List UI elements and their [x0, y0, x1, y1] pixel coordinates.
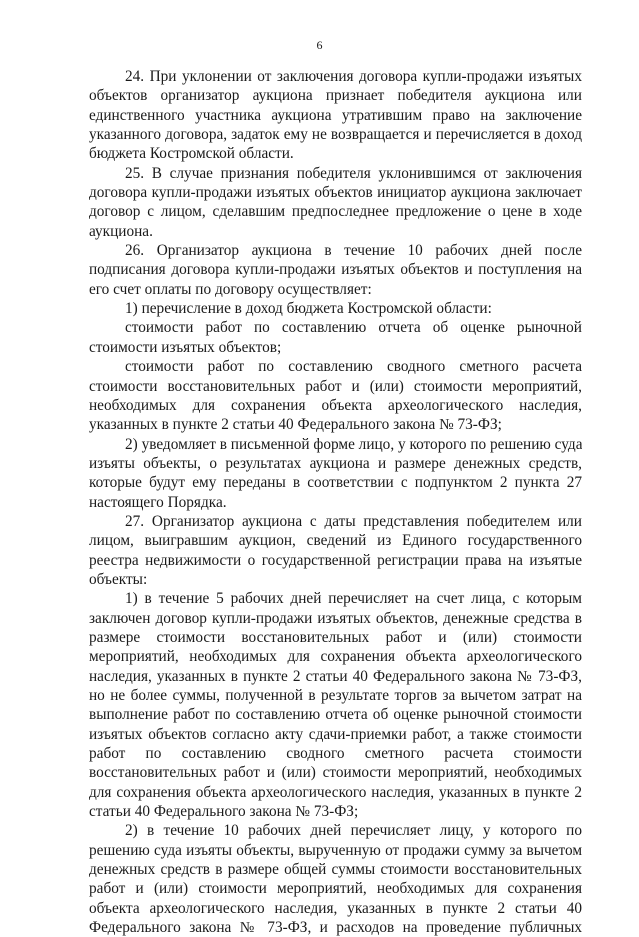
document-body — [89, 67, 582, 937]
text-line: выполнение работ по составлению отчета об оценке рыночной стоимости — [89, 706, 582, 724]
text-line: но не более суммы, полученной в результате торгов за вычетом затрат на — [89, 687, 582, 704]
text-line: работ по составлению сводного сметного расчета стоимости — [89, 745, 582, 763]
text-line: статьи 40 Федерального закона № 73-ФЗ; — [89, 803, 359, 821]
text-line: стоимости работ по составлению сводного сметного расчета — [125, 358, 582, 376]
text-line: договора купли-продажи изъятых объектов инициатор аукциона заключает — [89, 184, 582, 202]
text-line: указанного договора, задаток ему не возвращается и перечисляется в доход — [89, 126, 582, 144]
text-line: наследия, указанных в пункте 2 статьи 40 Федерального закона № 73-ФЗ, — [89, 667, 582, 685]
text-line: реестра недвижимости о государственной регистрации права на изъятые — [89, 551, 582, 569]
text-line: 26. Организатор аукциона в течение 10 рабочих дней после — [125, 242, 582, 260]
text-line: решению суда изъяты объекты, вырученную от продажи сумму за вычетом — [89, 841, 582, 859]
text-line: настоящего Порядка. — [89, 493, 227, 511]
text-line: лицом, выигравшим аукцион, сведений из Единого государственного — [89, 532, 582, 550]
text-line: необходимых для сохранения объекта археологического наследия, — [89, 396, 582, 414]
text-line: работ и (или) стоимости мероприятий, необходимых для сохранения — [89, 880, 582, 898]
text-line: мероприятий, необходимых для сохранения объекта археологического — [89, 648, 582, 666]
text-line: 2) в течение 10 рабочих дней перечисляет лицу, у которого по — [125, 822, 582, 840]
text-line: Федерального закона № 73-ФЗ, и расходов на проведение публичных — [89, 919, 582, 937]
text-line: денежных средств в размере общей суммы стоимости восстановительных — [89, 861, 582, 879]
text-line: объекта археологического наследия, указанных в пункте 2 статьи 40 — [89, 899, 582, 917]
text-line: единственного участника аукциона утратившим право на заключение — [89, 106, 582, 124]
text-line: объекты: — [89, 570, 148, 588]
text-line: 24. При уклонении от заключения договора купли-продажи изъятых — [125, 68, 582, 85]
text-line: заключен договор купли-продажи изъятых объектов, денежные средства в — [89, 609, 582, 627]
text-line: размере стоимости восстановительных работ и (или) стоимости — [89, 628, 582, 646]
text-line: изъяты объекты, о результатах аукциона и размере денежных средств, — [89, 454, 582, 472]
text-line: его счет оплаты по договору осуществляет: — [89, 280, 372, 298]
text-line: восстановительных работ и (или) стоимости мероприятий, необходимых — [89, 764, 582, 782]
text-line: 25. В случае признания победителя уклонившимся от заключения — [125, 164, 582, 182]
text-line: для сохранения объекта археологического наследия, указанных в пункте 2 — [89, 783, 582, 801]
text-line: объектов организатор аукциона признает победителя аукциона или — [89, 87, 582, 105]
text-line: 2) уведомляет в письменной форме лицо, у которого по решению суда — [125, 435, 582, 453]
text-line: 1) в течение 5 рабочих дней перечисляет на счет лица, с которым — [125, 590, 582, 608]
page-number: 6 — [316, 38, 323, 52]
text-line: изъятых объектов согласно акту сдачи-приемки работ, а также стоимости — [89, 725, 582, 743]
text-line: стоимости работ по составлению отчета об оценке рыночной — [125, 319, 582, 337]
text-line: договор с лицом, сделавшим предпоследнее предложение о цене в ходе — [89, 203, 582, 221]
text-line: 27. Организатор аукциона с даты представления победителем или — [125, 512, 582, 530]
text-line: аукциона. — [89, 222, 153, 240]
text-line: указанных в пункте 2 статьи 40 Федерального закона № 73-ФЗ; — [89, 416, 502, 434]
text-line: стоимости изъятых объектов; — [89, 338, 282, 356]
text-line: 1) перечисление в доход бюджета Костромской области: — [125, 300, 492, 318]
text-line: которые будут ему переданы в соответствии с подпунктом 2 пункта 27 — [89, 474, 582, 492]
text-line: стоимости восстановительных работ и (или) стоимости мероприятий, — [89, 377, 582, 395]
text-line: бюджета Костромской области. — [89, 145, 294, 163]
text-line: подписания договора купли-продажи изъятых объектов и поступления на — [89, 261, 582, 279]
